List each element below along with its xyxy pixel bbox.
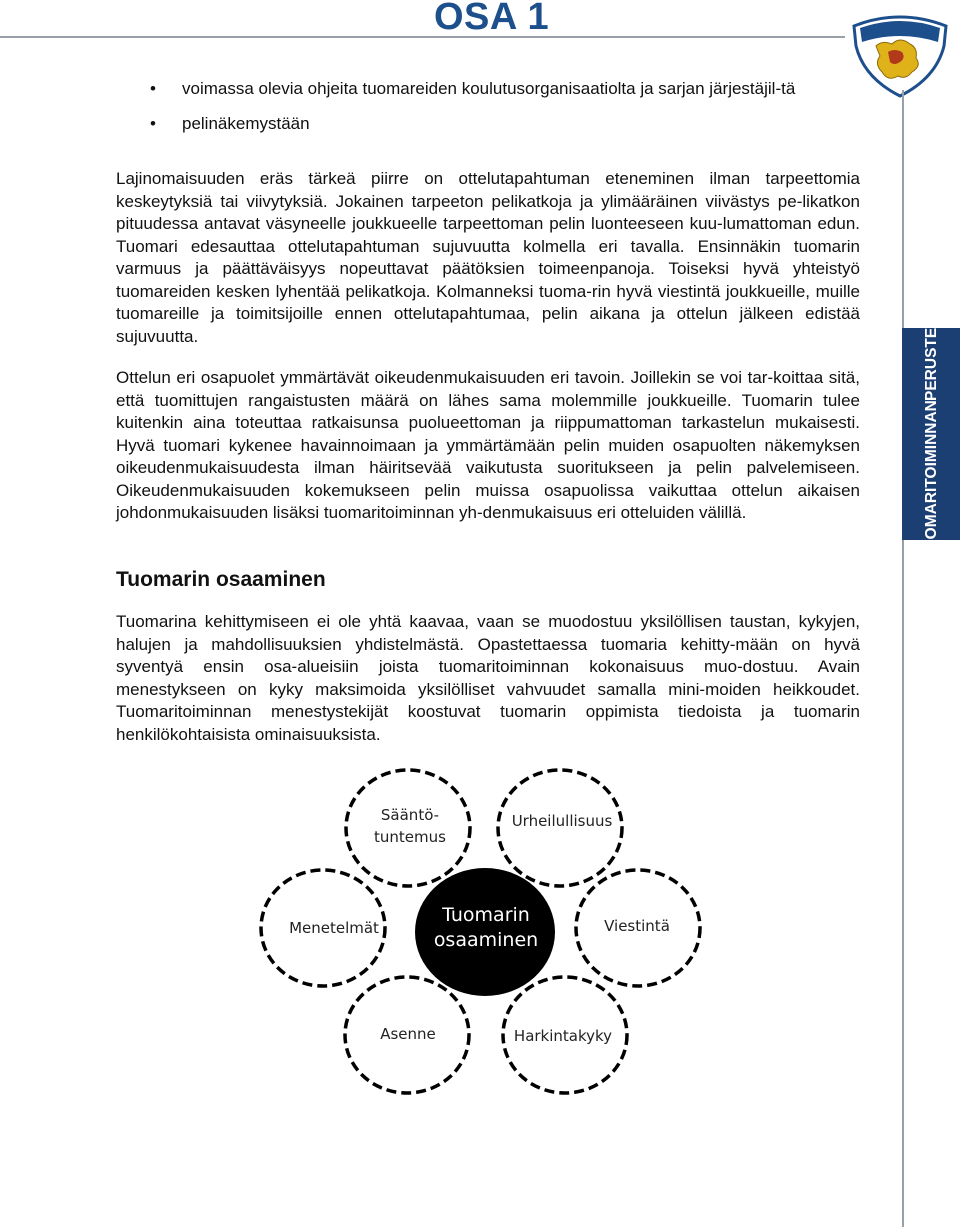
center-label-2: osaaminen: [433, 929, 539, 951]
center-label-1: Tuomarin: [442, 904, 530, 926]
page-title: OSA 1: [434, 0, 550, 38]
side-section-label: [903, 307, 961, 561]
node-label-asenne: Asenne: [380, 1025, 436, 1043]
node-label-harkintakyky: Harkintakyky: [513, 1027, 613, 1045]
bullet-list: [150, 78, 860, 148]
node-label-saanto-1: Sääntö-: [380, 806, 440, 824]
suomi-lion-logo: [846, 6, 954, 98]
paragraph-game-flow: Lajinomaisuuden eräs tärkeä piirre on ottelutapahtuman eteneminen ilman tarpeettomia keskeytyksiä tai viivytyksiä. Jokainen tarpeeton pelikatkoja ja ylimääräinen viivästys pe-likatkon pituudessa antavat väsyneelle joukkueelle tarpeettoman pelin luonteeseen kuu-lumattoman edun. Tuomari edesauttaa ottelutapahtuman sujuvuutta kolmella eri tavalla. Ensinnäkin tuomarin varmuus ja päättäväisyys nopeuttavat päätöksien toimeenpanoja. Toiseksi hyvä yhteistyö tuomareiden kesken lyhentää pelikatkoja. Kolmanneksi tuoma-rin hyvä viestintä joukkueille, muille tuomareille ja toimitsijoille ennen ottelutapahtumaa, pelin aikana ja ottelun jälkeen edistää sujuvuutta.: [116, 169, 860, 346]
node-label-menetelmat: Menetelmät: [289, 919, 379, 937]
paragraph-referee-skills: Tuomarina kehittymiseen ei ole yhtä kaavaa, vaan se muodostuu yksilöllisen taustan, kykyjen, halujen ja mahdollisuuksien yhdistelmästä. Opastettaessa tuomaria kehitty-mään on hyvä syventyä ensin osa-alueisiin joista tuomaritoiminnan kokonaisuus muo-dostuu. Avain menestykseen on kyky maksimoida yksilölliset vahvuudet samalla mini-moiden heikkoudet. Tuomaritoiminnan menestystekijät koostuvat tuomarin oppimista tiedoista ja tuomarin henkilökohtaisista ominaisuuksista.: [116, 612, 860, 744]
node-label-viestinta: Viestintä: [604, 917, 670, 935]
node-label-urheilullisuus: Urheilullisuus: [511, 812, 613, 830]
node-label-saanto-2: tuntemus: [374, 828, 446, 846]
paragraph-fairness: Ottelun eri osapuolet ymmärtävät oikeudenmukaisuuden eri tavoin. Joillekin se voi tar-koittaa sitä, että tuomittujen rangaistusten määrä on lähes sama molemmille joukkueille. Tuomarin tulee kuitenkin aina toteuttaa ratkaisunsa puolueettoman ja riippumattoman tarkastelun mukaisesti. Hyvä tuomari kykenee havainnoimaan ja ymmärtämään pelin muiden osapuolten näkemyksen oikeudenmukaisuudesta ilman häiritsevää vaikutusta suoritukseen ja pelin palvelemiseen. Oikeudenmukaisuuden kokemukseen pelin muissa osapuolissa vaikuttaa ottelun aikaisen johdonmukaisuuden lisäksi tuomaritoiminnan yh-denmukaisuus eri otteluiden välillä.: [116, 368, 860, 522]
referee-skills-diagram: [250, 760, 670, 1230]
side-label-line1: TUOMARITOIMINNAN: [923, 400, 940, 561]
right-margin-rule: [902, 90, 904, 1227]
side-label-line2: PERUSTEET: [923, 307, 940, 401]
list-item: • voimassa olevia ohjeita tuomareiden koulutusorganisaatiolta ja sarjan järjestäjil-tä: [150, 78, 860, 99]
section-heading: Tuomarin osaaminen: [116, 568, 326, 591]
list-item: • pelinäkemystään: [150, 113, 860, 134]
header-divider: [0, 36, 845, 38]
